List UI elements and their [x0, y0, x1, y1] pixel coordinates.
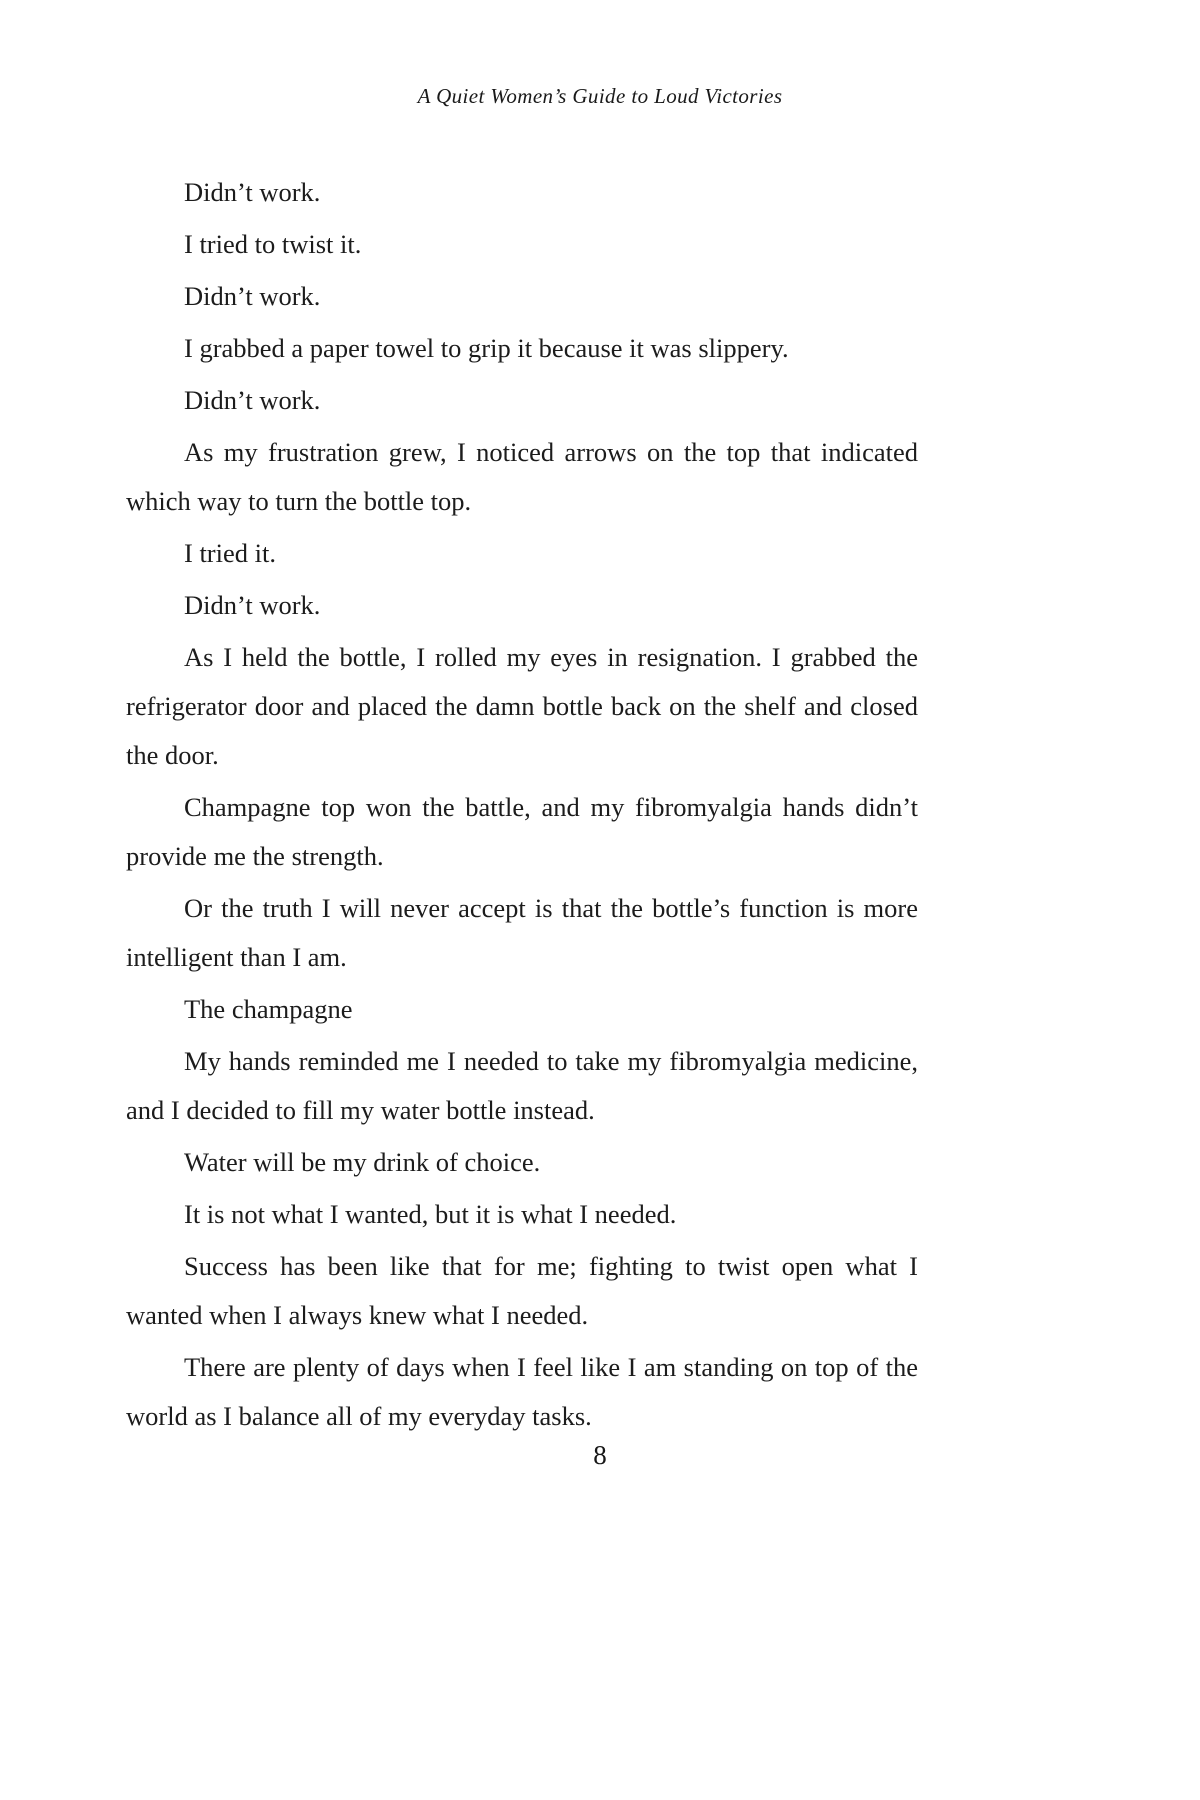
- body-text-block: [126, 168, 918, 1443]
- paragraph: Didn’t work.: [184, 281, 321, 311]
- paragraph: There are plenty of days when I feel like I am standing on top of the world as I balance all of my everyday tasks.: [126, 1352, 918, 1431]
- paragraph: Didn’t work.: [184, 177, 321, 207]
- paragraph: Champagne top won the battle, and my fibromyalgia hands didn’t provide me the strength.: [126, 792, 918, 871]
- running-header-title: A Quiet Women’s Guide to Loud Victories: [417, 84, 783, 108]
- paragraph: I tried to twist it.: [184, 229, 362, 259]
- paragraph: As I held the bottle, I rolled my eyes in resignation. I grabbed the refrigerator door and placed the damn bottle back on the shelf and closed the door.: [126, 642, 918, 770]
- paragraph: I grabbed a paper towel to grip it because it was slippery.: [184, 333, 789, 363]
- paragraph: Or the truth I will never accept is that the bottle’s function is more intelligent than I am.: [126, 893, 918, 972]
- paragraph: As my frustration grew, I noticed arrows on the top that indicated which way to turn the bottle top.: [126, 437, 918, 516]
- paragraph: Didn’t work.: [184, 590, 321, 620]
- paragraph: My hands reminded me I needed to take my fibromyalgia medicine, and I decided to fill my water bottle instead.: [126, 1046, 918, 1125]
- paragraph: Success has been like that for me; fighting to twist open what I wanted when I always knew what I needed.: [126, 1251, 918, 1330]
- paragraph: Water will be my drink of choice.: [184, 1147, 541, 1177]
- paragraph: The champagne: [184, 994, 353, 1024]
- page-number: 8: [593, 1440, 607, 1470]
- paragraph: It is not what I wanted, but it is what I needed.: [184, 1199, 677, 1229]
- paragraph: Didn’t work.: [184, 385, 321, 415]
- paragraph: I tried it.: [184, 538, 276, 568]
